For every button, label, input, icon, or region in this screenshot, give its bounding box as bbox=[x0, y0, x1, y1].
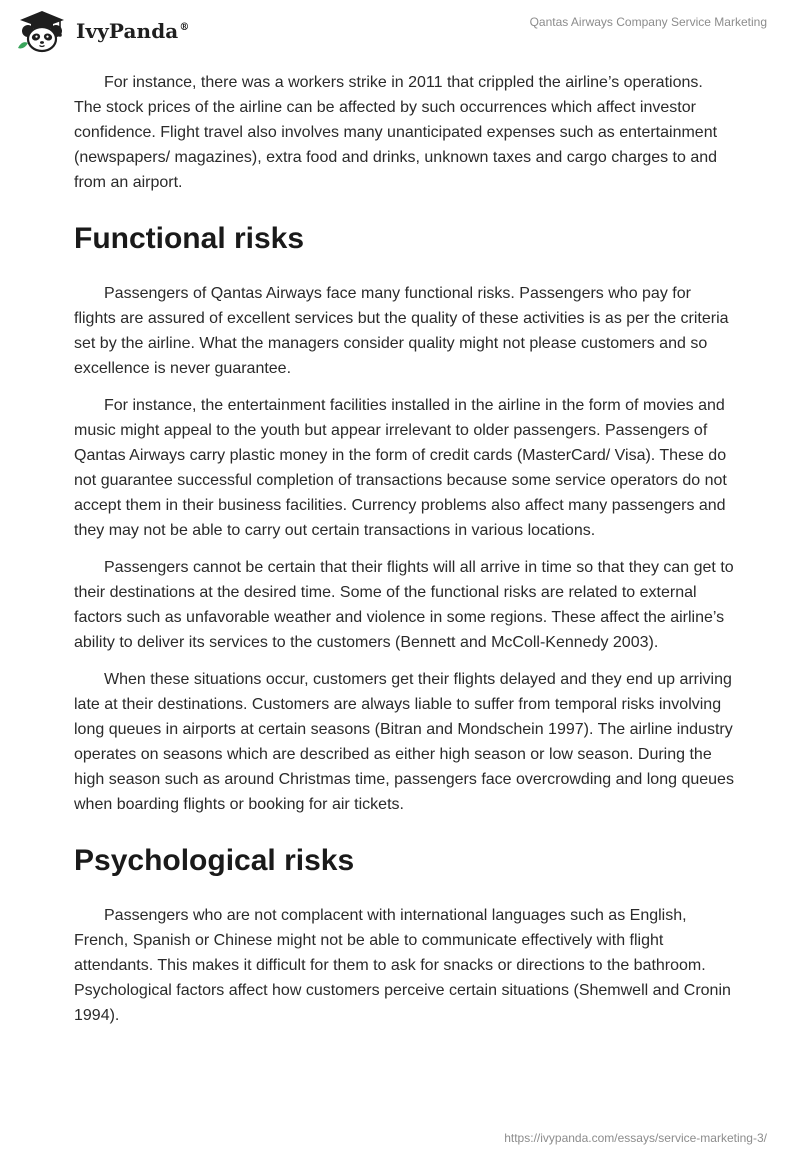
panda-graduate-icon bbox=[14, 8, 70, 54]
source-url[interactable]: https://ivypanda.com/essays/service-marketing-3/ bbox=[504, 1131, 767, 1145]
article-body bbox=[74, 70, 734, 1040]
paragraph: Passengers of Qantas Airways face many functional risks. Passengers who pay for flights are assured of excellent services but the quality of these activities is as per the criteria set by the airline. What the managers consider quality might not please customers and so excellence is never guarantee. bbox=[74, 285, 729, 377]
logo-text: IvyPanda® bbox=[76, 19, 190, 43]
paragraph: Passengers cannot be certain that their flights will all arrive in time so that they can get to their destinations at the desired time. Some of the functional risks are related to external factors such as unfavorable weather and violence in some regions. These affect the airline’s ability to deliver its services to the customers (Bennett and McColl-Kennedy 2003). bbox=[74, 559, 734, 651]
page-header bbox=[0, 0, 800, 60]
section-heading-psychological-risks: Psychological risks bbox=[74, 844, 355, 877]
document-title: Qantas Airways Company Service Marketing bbox=[529, 15, 767, 29]
paragraph: Passengers who are not complacent with international languages such as English, French, Spanish or Chinese might not be able to communicate effectively with flight attendants. This makes it difficult for them to ask for snacks or directions to the bathroom. Psychological factors affect how customers perceive certain situations (Shemwell and Cronin 1994). bbox=[74, 907, 731, 1024]
paragraph: For instance, there was a workers strike in 2011 that crippled the airline’s operations. The stock prices of the airline can be affected by such occurrences which affect investor confidence. Flight travel also involves many unanticipated expenses such as entertainment (newspapers/ magazines), extra food and drinks, unknown taxes and cargo charges to and from an airport. bbox=[74, 74, 718, 191]
section-heading-functional-risks: Functional risks bbox=[74, 222, 305, 255]
paragraph: For instance, the entertainment facilities installed in the airline in the form of movies and music might appeal to the youth but appear irrelevant to older passengers. Passengers of Qantas Airways carry plastic money in the form of credit cards (MasterCard/ Visa). These do not guarantee successful completion of transactions because some service operators do not accept them in their business facilities. Currency problems also affect many passengers and they may not be able to carry out certain transactions in various locations. bbox=[74, 397, 727, 539]
ivypanda-logo[interactable] bbox=[14, 8, 189, 54]
paragraph: When these situations occur, customers get their flights delayed and they end up arriving late at their destinations. Customers are always liable to suffer from temporal risks involving long queues in airports at certain seasons (Bitran and Mondschein 1997). The airline industry operates on seasons which are described as either high season or low season. During the high season such as around Christmas time, passengers face overcrowding and long queues when boarding flights or booking for air tickets. bbox=[74, 671, 734, 813]
